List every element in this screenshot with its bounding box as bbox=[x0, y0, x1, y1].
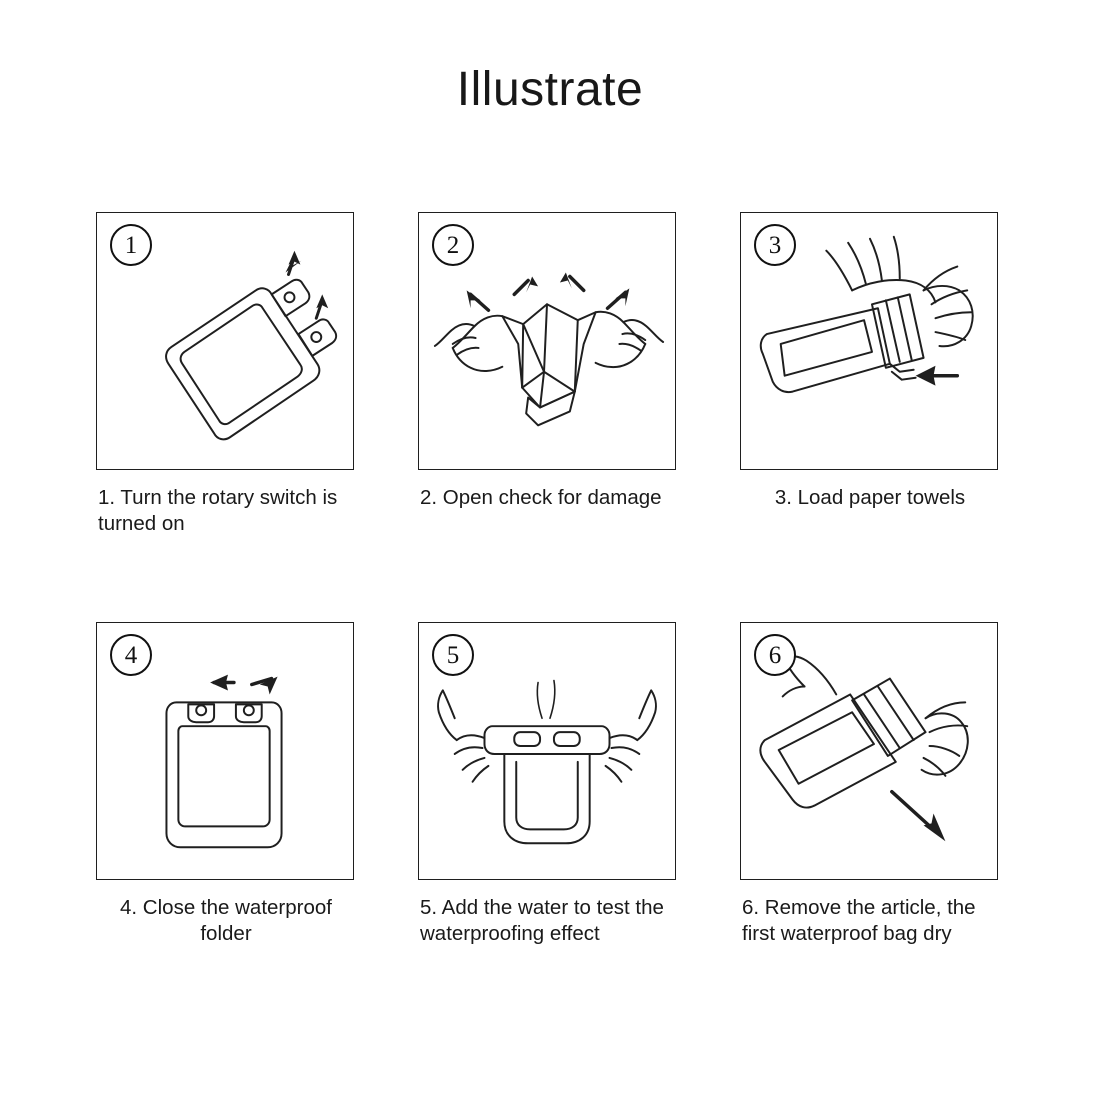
step-caption-6: 6. Remove the article, the first waterproof bag dry bbox=[742, 896, 976, 945]
step-number-badge-5: 5 bbox=[432, 634, 474, 676]
steps-row-2 bbox=[96, 622, 1016, 946]
step-panel-4 bbox=[96, 622, 354, 880]
step-caption-4: 4. Close the waterproof folder bbox=[120, 896, 332, 945]
step-card-6 bbox=[740, 622, 1000, 946]
page-title: Illustrate bbox=[456, 63, 644, 116]
step-card-4 bbox=[96, 622, 356, 946]
step-number-badge-4: 4 bbox=[110, 634, 152, 676]
step-number-badge-6: 6 bbox=[754, 634, 796, 676]
step-panel-2 bbox=[418, 212, 676, 470]
step-number-badge-3: 3 bbox=[754, 224, 796, 266]
step-panel-5 bbox=[418, 622, 676, 880]
step-card-5 bbox=[418, 622, 678, 946]
step-card-1 bbox=[96, 212, 356, 536]
step-number-badge-1: 1 bbox=[110, 224, 152, 266]
step-card-3 bbox=[740, 212, 1000, 536]
step-panel-6 bbox=[740, 622, 998, 880]
step-caption-2: 2. Open check for damage bbox=[420, 486, 662, 509]
step-number-badge-2: 2 bbox=[432, 224, 474, 266]
step-panel-3 bbox=[740, 212, 998, 470]
steps-row-1 bbox=[96, 212, 1016, 536]
step-caption-5: 5. Add the water to test the waterproofing effect bbox=[420, 896, 664, 945]
step-card-2 bbox=[418, 212, 678, 536]
step-panel-1 bbox=[96, 212, 354, 470]
step-caption-1: 1. Turn the rotary switch is turned on bbox=[98, 486, 338, 535]
step-caption-3: 3. Load paper towels bbox=[774, 486, 966, 509]
